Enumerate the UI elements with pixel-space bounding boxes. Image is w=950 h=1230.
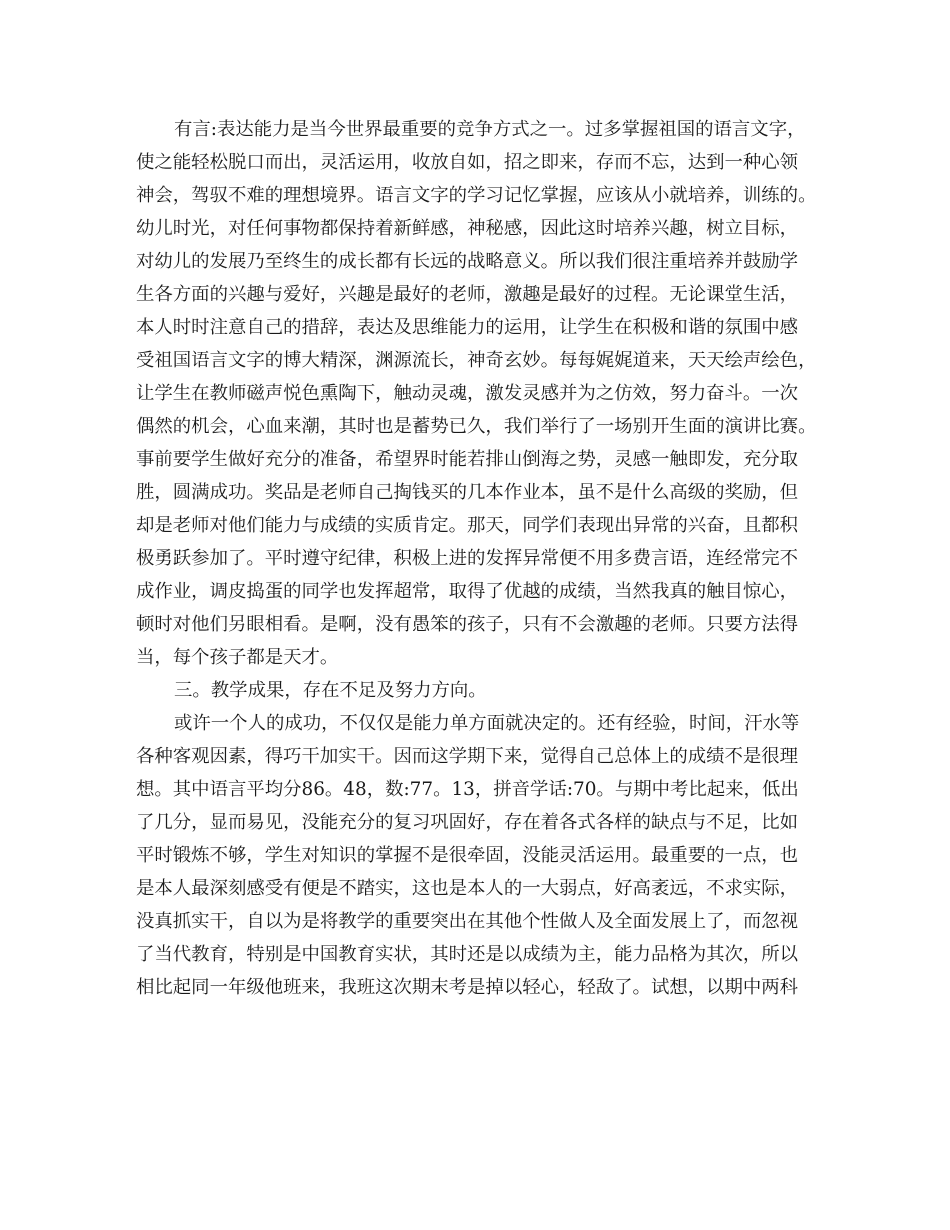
text-line: 了几分，显而易见，没能充分的复习巩固好，存在着各式各样的缺点与不足，比如 (136, 812, 799, 833)
text-line: 相比起同一年级他班来，我班这次期末考是掉以轻心，轻敌了。试想，以期中两科 (136, 977, 799, 998)
text-line: 偶然的机会，心血来潮，其时也是蓄势已久，我们举行了一场别开生面的演讲比赛。 (136, 416, 817, 437)
text-line: 想。其中语言平均分86。48，数:77。13，拼音学话:70。与期中考比起来，低出 (136, 779, 799, 800)
text-line: 或许一个人的成功，不仅仅是能力单方面就决定的。还有经验，时间，汗水等 (174, 713, 800, 734)
text-line: 使之能轻松脱口而出，灵活运用，收放自如，招之即来，存而不忘，达到一种心领 (136, 152, 799, 173)
text-line: 事前要学生做好充分的准备，希望界时能若排山倒海之势，灵感一触即发，充分取 (136, 449, 799, 470)
text-line: 生各方面的兴趣与爱好，兴趣是最好的老师，激趣是最好的过程。无论课堂生活， (136, 284, 799, 305)
text-line: 有言:表达能力是当今世界最重要的竞争方式之一。过多掌握祖国的语言文字， (174, 119, 806, 140)
text-line: 受祖国语言文字的博大精深，渊源流长，神奇玄妙。每每娓娓道来，天天绘声绘色， (136, 350, 817, 371)
text-line: 对幼儿的发展乃至终生的成长都有长远的战略意义。所以我们很注重培养并鼓励学 (136, 251, 799, 272)
text-line: 当，每个孩子都是天才。 (136, 647, 339, 668)
text-line: 让学生在教师磁声悦色熏陶下，触动灵魂，激发灵感并为之仿效，努力奋斗。一次 (136, 383, 799, 404)
text-line: 却是老师对他们能力与成绩的实质肯定。那天，同学们表现出异常的兴奋，且都积 (136, 515, 799, 536)
text-line: 本人时时注意自己的措辞，表达及思维能力的运用，让学生在积极和谐的氛围中感 (136, 317, 799, 338)
text-line: 幼儿时光，对任何事物都保持着新鲜感，神秘感，因此这时培养兴趣，树立目标， (136, 218, 799, 239)
text-line: 平时锻炼不够，学生对知识的掌握不是很牵固，没能灵活运用。最重要的一点，也 (136, 845, 799, 866)
text-line: 胜，圆满成功。奖品是老师自己掏钱买的几本作业本，虽不是什么高级的奖励，但 (136, 482, 799, 503)
text-line: 了当代教育，特别是中国教育实状，其时还是以成绩为主，能力品格为其次，所以 (136, 944, 799, 965)
text-line: 没真抓实干，自以为是将教学的重要突出在其他个性做人及全面发展上了，而忽视 (136, 911, 799, 932)
text-line: 神会，驾驭不难的理想境界。语言文字的学习记忆掌握，应该从小就培养，训练的。 (136, 185, 817, 206)
text-line: 各种客观因素，得巧干加实干。因而这学期下来，觉得自己总体上的成绩不是很理 (136, 746, 799, 767)
text-line: 成作业，调皮捣蛋的同学也发挥超常，取得了优越的成绩，当然我真的触目惊心， (136, 581, 799, 602)
section-heading: 三。教学成果，存在不足及努力方向。 (174, 680, 487, 701)
text-line: 极勇跃参加了。平时遵守纪律，积极上进的发挥异常便不用多费言语，连经常完不 (136, 548, 799, 569)
text-line: 是本人最深刻感受有便是不踏实，这也是本人的一大弱点，好高袤远，不求实际， (136, 878, 799, 899)
text-line: 顿时对他们另眼相看。是啊，没有愚笨的孩子，只有不会激趣的老师。只要方法得 (136, 614, 799, 635)
